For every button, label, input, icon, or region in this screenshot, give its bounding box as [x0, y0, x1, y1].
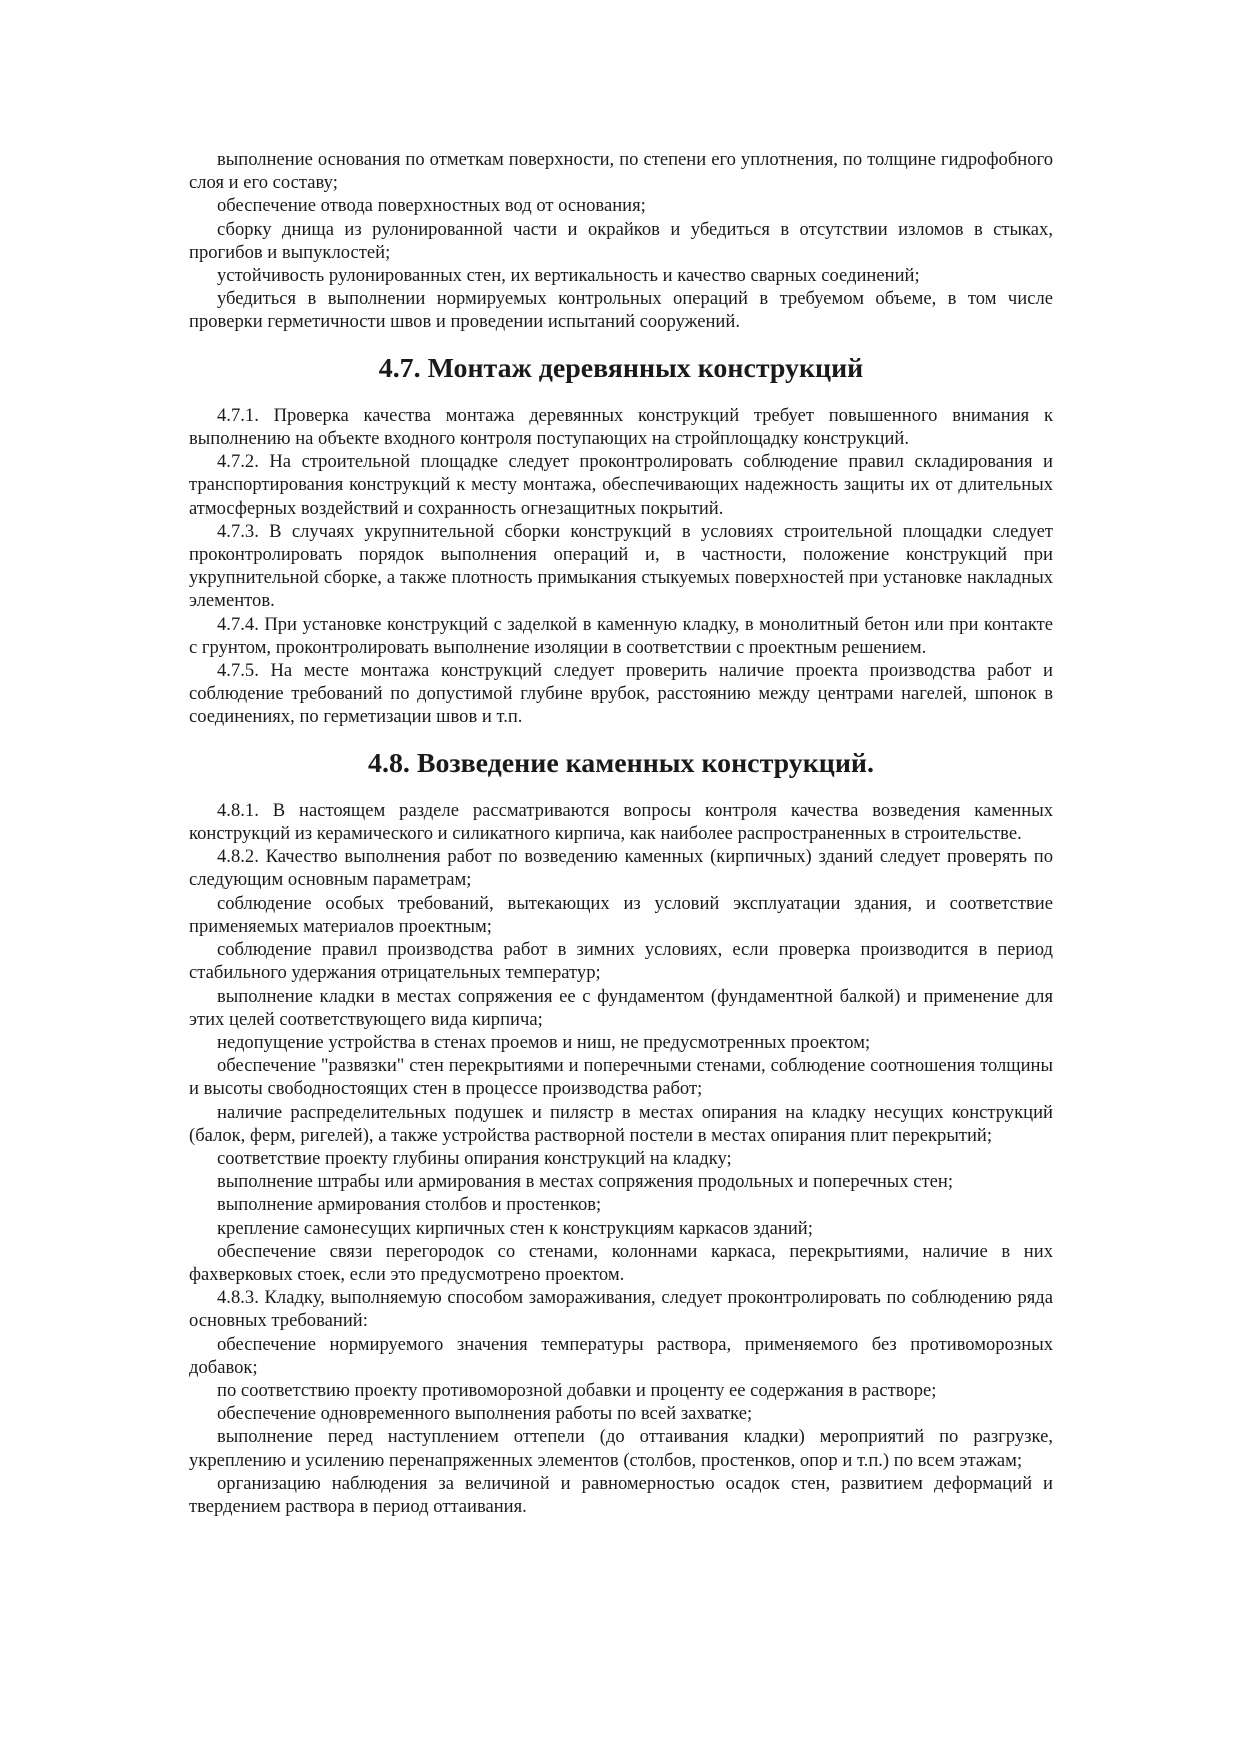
paragraph: обеспечение "развязки" стен перекрытиями и поперечными стенами, соблюдение соотношения толщины и высоты свободностоящих стен в процессе производства работ;: [189, 1055, 1053, 1100]
paragraph: крепление самонесущих кирпичных стен к конструкциям каркасов зданий;: [217, 1217, 813, 1239]
paragraph: сборку днища из рулонированной части и окрайков и убедиться в отсутствии изломов в стыках, прогибов и выпуклостей;: [189, 218, 1053, 263]
paragraph: 4.7.3. В случаях укрупнительной сборки конструкций в условиях строительной площадки следует проконтролировать порядок выполнения операций и, в частности, положение конструкций при укрупнительной сборке, а также плотность примыкания стыкуемых поверхностей при установке накладных элементов.: [189, 520, 1053, 612]
paragraph: выполнение кладки в местах сопряжения ее с фундаментом (фундаментной балкой) и применение для этих целей соответствующего вида кирпича;: [189, 985, 1053, 1030]
paragraph: обеспечение связи перегородок со стенами, колоннами каркаса, перекрытиями, наличие в них фахверковых стоек, если это предусмотрено проектом.: [189, 1240, 1053, 1285]
section-46-continuation: [189, 148, 1053, 334]
section-4-8: [189, 799, 1053, 1518]
paragraph: выполнение основания по отметкам поверхности, по степени его уплотнения, по толщине гидрофобного слоя и его составу;: [189, 149, 1053, 194]
paragraph: 4.7.4. При установке конструкций с заделкой в каменную кладку, в монолитный бетон или при контакте с грунтом, проконтролировать выполнение изоляции в соответствии с проектным решением.: [189, 613, 1053, 658]
section-heading-4-7: 4.7. Монтаж деревянных конструкций: [378, 352, 864, 384]
paragraph: 4.8.2. Качество выполнения работ по возведению каменных (кирпичных) зданий следует проверять по следующим основным параметрам;: [189, 846, 1053, 891]
paragraph: соблюдение правил производства работ в зимних условиях, если проверка производится в период стабильного удержания отрицательных температур;: [189, 939, 1053, 984]
paragraph: выполнение перед наступлением оттепели (до оттаивания кладки) мероприятий по разгрузке, укреплению и усилению перенапряженных элементов (столбов, простенков, опор и т.п.) по всем этажам;: [189, 1426, 1053, 1471]
paragraph: соответствие проекту глубины опирания конструкций на кладку;: [217, 1147, 732, 1169]
paragraph: недопущение устройства в стенах проемов и ниш, не предусмотренных проектом;: [217, 1031, 871, 1053]
paragraph: выполнение армирования столбов и простенков;: [217, 1194, 602, 1216]
paragraph: убедиться в выполнении нормируемых контрольных операций в требуемом объеме, в том числе проверки герметичности швов и проведении испытаний сооружений.: [189, 288, 1053, 333]
paragraph: обеспечение отвода поверхностных вод от основания;: [217, 195, 646, 217]
paragraph: обеспечение нормируемого значения температуры раствора, применяемого без противоморозных добавок;: [189, 1333, 1053, 1378]
paragraph: 4.7.5. На месте монтажа конструкций следует проверить наличие проекта производства работ и соблюдение требований по допустимой глубине врубок, расстоянию между центрами нагелей, шпонок в соединениях, по герметизации швов и т.п.: [189, 660, 1053, 728]
section-4-7: [189, 404, 1053, 729]
section-heading-4-8: 4.8. Возведение каменных конструкций.: [368, 747, 874, 779]
paragraph: организацию наблюдения за величиной и равномерностью осадок стен, развитием деформаций и твердением раствора в период оттаивания.: [189, 1472, 1053, 1517]
document-page: [189, 148, 1053, 1518]
paragraph: наличие распределительных подушек и пилястр в местах опирания на кладку несущих конструкций (балок, ферм, ригелей), а также устройства растворной постели в местах опирания плит перекрытий;: [189, 1101, 1053, 1146]
paragraph: 4.8.3. Кладку, выполняемую способом замораживания, следует проконтролировать по соблюдению ряда основных требований:: [189, 1287, 1053, 1332]
paragraph: обеспечение одновременного выполнения работы по всей захватке;: [217, 1403, 753, 1425]
paragraph: 4.7.2. На строительной площадке следует проконтролировать соблюдение правил складирования и транспортирования конструкций к месту монтажа, обеспечивающих надежность защиты их от длительных атмосферных воздействий и сохранность огнезащитных покрытий.: [189, 451, 1053, 519]
paragraph: 4.7.1. Проверка качества монтажа деревянных конструкций требует повышенного внимания к выполнению на объекте входного контроля поступающих на стройплощадку конструкций.: [189, 404, 1053, 450]
paragraph: 4.8.1. В настоящем разделе рассматриваются вопросы контроля качества возведения каменных конструкций из керамического и силикатного кирпича, как наиболее распространенных в строительстве.: [189, 799, 1053, 845]
paragraph: устойчивость рулонированных стен, их вертикальность и качество сварных соединений;: [217, 265, 920, 287]
paragraph: по соответствию проекту противоморозной добавки и проценту ее содержания в растворе;: [217, 1379, 937, 1401]
paragraph: выполнение штрабы или армирования в местах сопряжения продольных и поперечных стен;: [217, 1171, 953, 1193]
paragraph: соблюдение особых требований, вытекающих из условий эксплуатации здания, и соответствие применяемых материалов проектным;: [189, 892, 1053, 937]
